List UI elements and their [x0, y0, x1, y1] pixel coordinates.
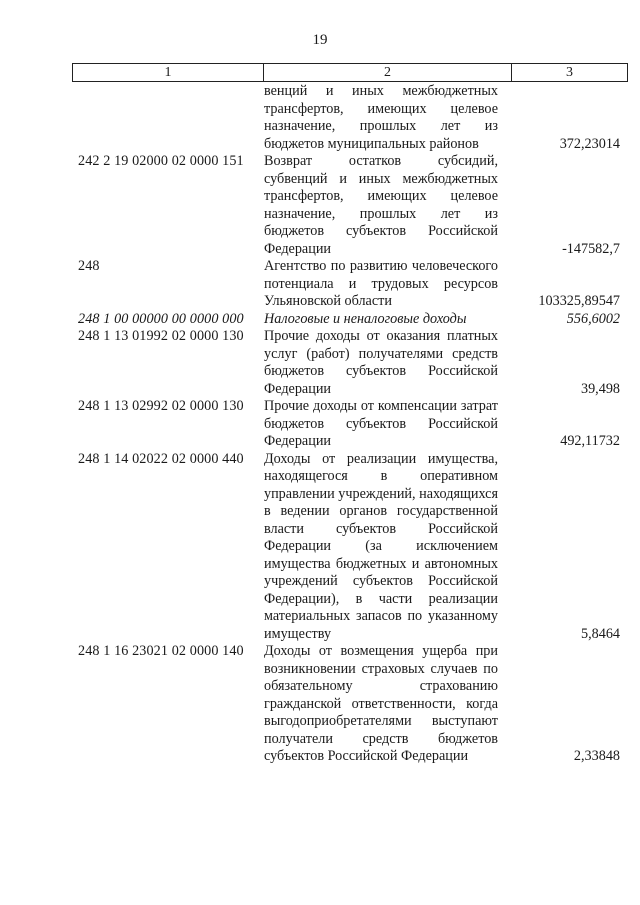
row-code: 248 1 00 00000 00 0000 000 [78, 310, 244, 327]
row-code: 248 [78, 258, 100, 274]
row-code: 248 1 13 01992 02 0000 130 [78, 328, 244, 344]
row-code: 248 1 16 23021 02 0000 140 [78, 643, 244, 659]
row-description: венций и иных межбюджетных трансфертов, имеющих целевое назначение, прошлых лет из бюджетов муниципальных районов [264, 83, 498, 152]
row-description: Агентство по развитию человеческого потенциала и трудовых ресурсов Ульяновской области [264, 258, 498, 309]
header-col-3: 3 [566, 64, 573, 80]
table-row [72, 451, 628, 644]
table-row [72, 258, 628, 311]
row-amount: 2,33848 [573, 748, 620, 764]
row-code: 242 2 19 02000 02 0000 151 [78, 153, 244, 169]
row-amount: -147582,7 [562, 240, 620, 257]
row-amount: 39,498 [580, 380, 620, 397]
table-row [72, 83, 628, 153]
row-amount: 372,23014 [559, 135, 620, 152]
row-description: Налоговые и неналоговые доходы [264, 310, 467, 327]
table-row [72, 311, 628, 329]
row-description: Прочие доходы от оказания платных услуг (работ) получателями средств бюджетов субъектов Российской Федерации [264, 328, 498, 397]
table-row [72, 328, 628, 398]
table-row [72, 643, 628, 766]
header-col-1: 1 [73, 64, 264, 81]
header-col-2: 2 [264, 64, 512, 81]
table-row [72, 153, 628, 258]
row-code: 248 1 14 02022 02 0000 440 [78, 450, 244, 467]
table-row [72, 398, 628, 451]
row-amount: 5,8464 [580, 625, 620, 642]
row-amount: 492,11732 [560, 433, 620, 449]
row-description: Возврат остатков субсидий, субвенций и иных межбюджетных трансфертов, имеющих целевое назначение, прошлых лет из бюджетов субъектов Российской Федерации [264, 153, 498, 257]
row-amount: 103325,89547 [538, 293, 620, 309]
table-body [72, 83, 628, 766]
row-amount: 556,6002 [566, 310, 620, 327]
page-number: 19 [312, 32, 328, 48]
row-code: 248 1 13 02992 02 0000 130 [78, 398, 244, 414]
row-description: Доходы от реализации имущества, находящегося в оперативном управлении учреждений, находящихся в ведении органов государственной власти субъектов Российской Федерации (за исключением имущества бюджетных и автономных учреждений субъектов Российской Федерации), в части реализации материальных запасов по указанному имуществу [264, 450, 498, 642]
row-description: Прочие доходы от компенсации затрат бюджетов субъектов Российской Федерации [264, 398, 498, 449]
table-header [72, 63, 628, 82]
row-description: Доходы от возмещения ущерба при возникновении страховых случаев по обязательному страхованию гражданской ответственности, когда выгодоприобретателями выступают получатели средств бюджетов субъектов Российской Федерации [264, 643, 498, 764]
